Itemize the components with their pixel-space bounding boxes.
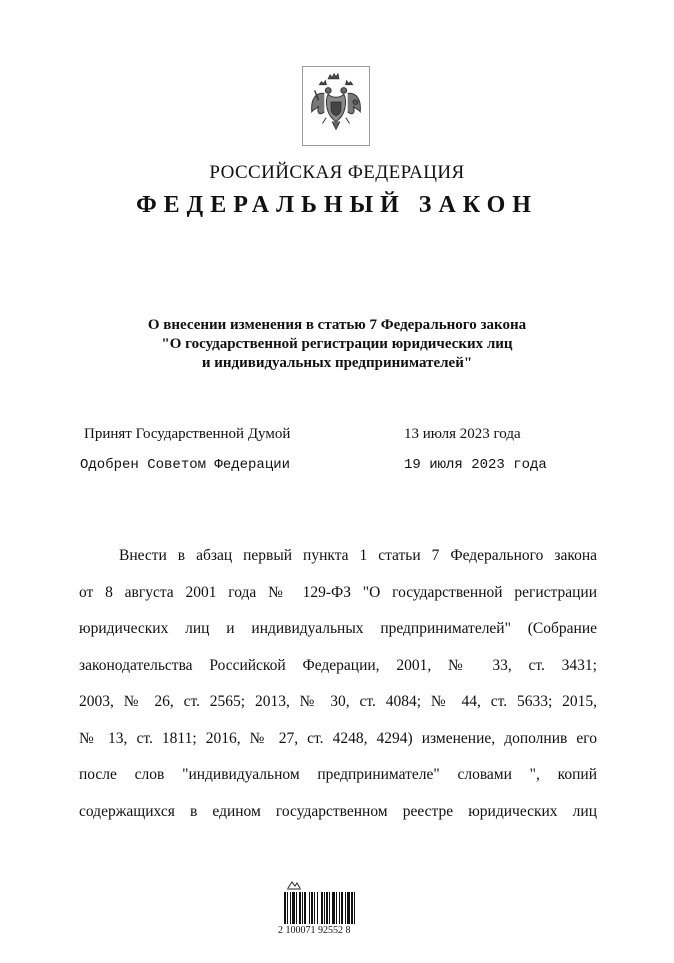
law-title-line: О внесении изменения в статью 7 Федерального закона <box>147 317 527 333</box>
body-line: № 13, ст. 1811; 2016, № 27, ст. 4248, 4294) изменение, дополнив его <box>79 729 597 747</box>
body-line: 2003, № 26, ст. 2565; 2013, № 30, ст. 4084; № 44, ст. 5633; 2015, <box>79 693 597 710</box>
law-title-line: "О государственной регистрации юридических лиц <box>161 336 513 352</box>
body-line: после слов "индивидуальном предпринимателе" словами ", копий <box>79 766 597 783</box>
coat-of-arms-emblem <box>302 66 370 146</box>
document-type-heading: ФЕДЕРАЛЬНЫЙ ЗАКОН <box>136 192 538 218</box>
council-approval-label: Одобрен Советом Федерации <box>80 457 291 473</box>
law-title <box>0 316 674 373</box>
body-line: законодательства Российской Федерации, 2001, № 33, ст. 3431; <box>79 656 597 674</box>
body-line: содержащихся в едином государственном реестре юридических лиц <box>79 802 597 820</box>
barcode-icon <box>284 892 376 924</box>
barcode-number: 2 100071 92552 8 <box>278 925 351 936</box>
country-name: РОССИЙСКАЯ ФЕДЕРАЦИЯ <box>209 162 465 183</box>
russian-coat-of-arms-icon <box>303 67 369 145</box>
barcode-mark-icon <box>286 878 302 890</box>
body-line: юридических лиц и индивидуальных предпринимателей" (Собрание <box>79 620 597 637</box>
council-approval-date: 19 июля 2023 года <box>404 457 547 473</box>
body-line: от 8 августа 2001 года № 129-ФЗ "О государственной регистрации <box>79 583 597 601</box>
body-line: Внести в абзац первый пункта 1 статьи 7 Федерального закона <box>119 547 597 564</box>
duma-adoption-date: 13 июля 2023 года <box>404 426 521 442</box>
law-title-line: и индивидуальных предпринимателей" <box>201 355 473 371</box>
law-body-text <box>79 538 597 830</box>
duma-adoption-label: Принят Государственной Думой <box>84 426 291 442</box>
